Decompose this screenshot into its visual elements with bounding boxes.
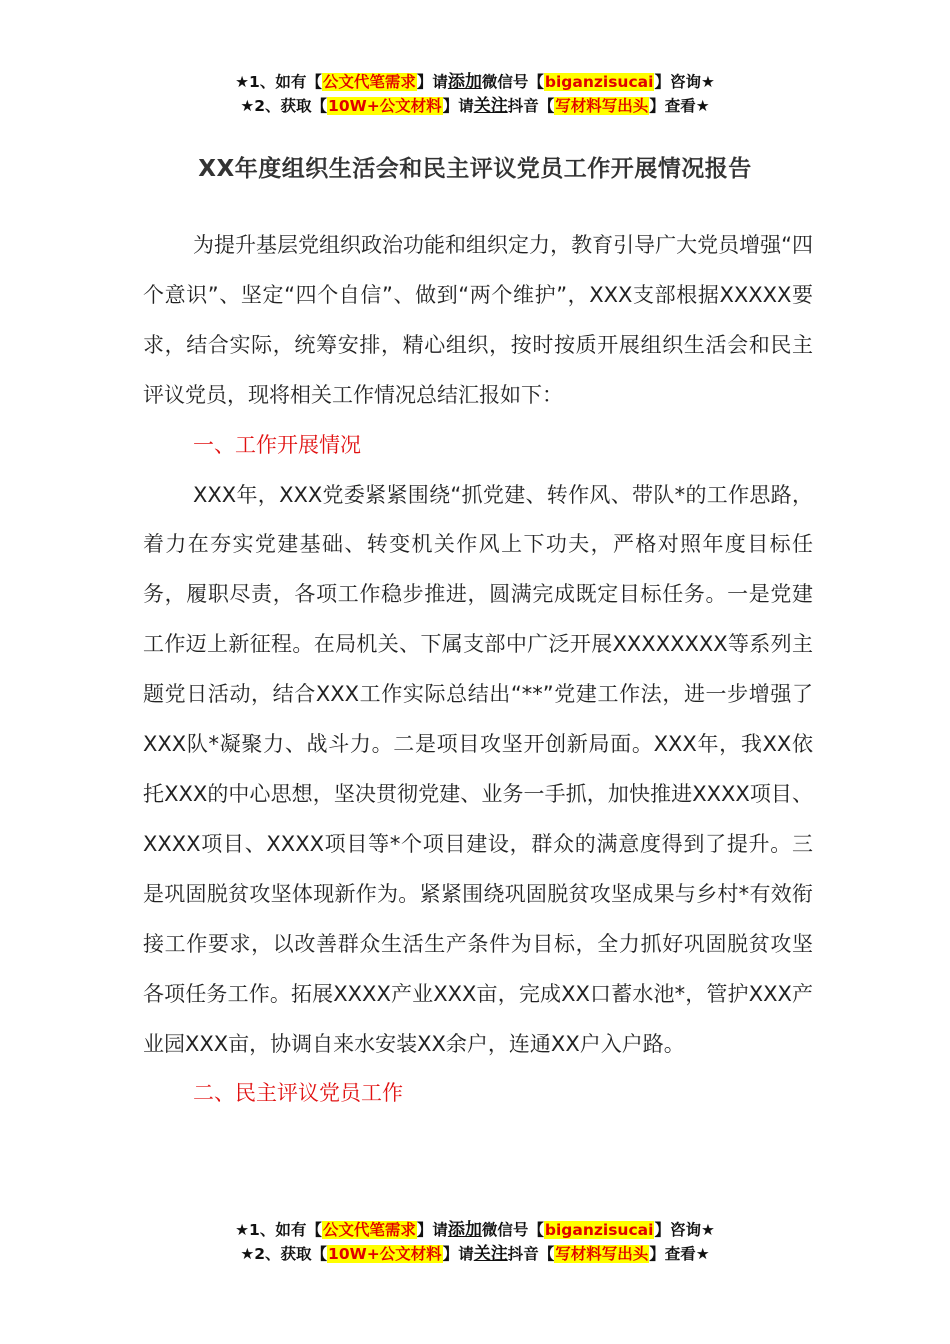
promo-text: 微信号【 bbox=[481, 73, 544, 91]
promo-line-2 bbox=[0, 94, 950, 118]
promo-text: 】请 bbox=[442, 1245, 474, 1263]
promo-douyin-id: 写材料写出头 bbox=[555, 1245, 649, 1263]
promo-highlight: 公文代笔需求 bbox=[322, 73, 416, 91]
promo-text: 抖音【 bbox=[507, 97, 555, 115]
promo-text: 】咨询★ bbox=[654, 73, 715, 91]
promo-underline: 关注 bbox=[473, 96, 508, 116]
promo-line-2 bbox=[0, 1242, 950, 1266]
promo-text: 】请 bbox=[416, 73, 448, 91]
promo-highlight: 公文代笔需求 bbox=[322, 1221, 416, 1239]
promo-wechat-id: biganzisucai bbox=[544, 73, 654, 91]
intro-paragraph: 为提升基层党组织政治功能和组织定力，教育引导广大党员增强“四个意识”、坚定“四个自信”、做到“两个维护”，XXX支部根据XXXXX要求，结合实际，统筹安排，精心组织，按时按质开展组织生活会和民主评议党员，现将相关工作情况总结汇报如下： bbox=[143, 233, 813, 407]
promo-text: 抖音【 bbox=[507, 1245, 555, 1263]
promo-text: 】查看★ bbox=[649, 97, 710, 115]
promo-text: 】请 bbox=[442, 97, 474, 115]
promo-wechat-id: biganzisucai bbox=[544, 1221, 654, 1239]
promo-highlight: 10W+公文材料 bbox=[328, 1245, 442, 1263]
promo-highlight: 10W+公文材料 bbox=[328, 97, 442, 115]
promo-text: ★1、如有【 bbox=[235, 1221, 322, 1239]
promo-underline: 添加 bbox=[447, 1220, 482, 1240]
document-title: XX年度组织生活会和民主评议党员工作开展情况报告 bbox=[198, 156, 752, 182]
promo-underline: 关注 bbox=[473, 1244, 508, 1264]
promo-text: 微信号【 bbox=[481, 1221, 544, 1239]
promo-text: 】请 bbox=[416, 1221, 448, 1239]
section-2-heading: 二、民主评议党员工作 bbox=[193, 1081, 403, 1106]
promo-text: ★2、获取【 bbox=[240, 1245, 328, 1263]
section-1-heading: 一、工作开展情况 bbox=[193, 432, 361, 457]
document-body bbox=[143, 221, 813, 1119]
promo-underline: 添加 bbox=[447, 72, 482, 92]
promo-text: ★2、获取【 bbox=[240, 97, 328, 115]
promo-text: 】查看★ bbox=[649, 1245, 710, 1263]
promo-banner-bottom bbox=[0, 1218, 950, 1266]
promo-line-1 bbox=[0, 1218, 950, 1242]
promo-text: ★1、如有【 bbox=[235, 73, 322, 91]
promo-text: 】咨询★ bbox=[654, 1221, 715, 1239]
promo-douyin-id: 写材料写出头 bbox=[555, 97, 649, 115]
promo-banner-top bbox=[0, 70, 950, 118]
promo-line-1 bbox=[0, 70, 950, 94]
section-1-paragraph: XXX年，XXX党委紧紧围绕“抓党建、转作风、带队*的工作思路，着力在夯实党建基础、转变机关作风上下功夫，严格对照年度目标任务，履职尽责，各项工作稳步推进，圆满完成既定目标任务。一是党建工作迈上新征程。在局机关、下属支部中广泛开展XXXXXXXX等系列主题党日活动，结合XXX工作实际总结出“**”党建工作法，进一步增强了XXX队*凝聚力、战斗力。二是项目攻坚开创新局面。XXX年，我XX依托XXX的中心思想，坚决贯彻党建、业务一手抓，加快推进XXXX项目、XXXX项目、XXXX项目等*个项目建设，群众的满意度得到了提升。三是巩固脱贫攻坚体现新作为。紧紧围绕巩固脱贫攻坚成果与乡村*有效衔接工作要求，以改善群众生活生产条件为目标，全力抓好巩固脱贫攻坚各项任务工作。拓展XXXX产业XXX亩，完成XX口蓄水池*，管护XXX产业园XXX亩，协调自来水安装XX余户，连通XX户入户路。 bbox=[143, 482, 813, 1056]
